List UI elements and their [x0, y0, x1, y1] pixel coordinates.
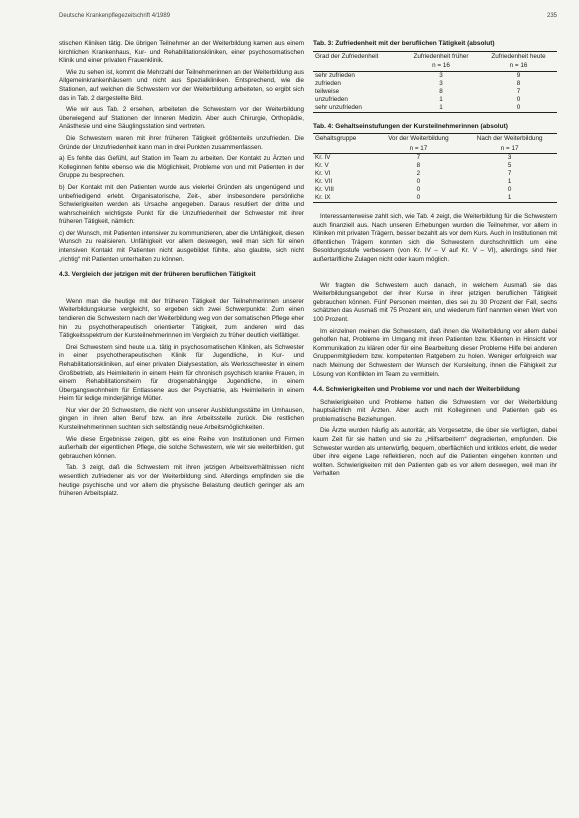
- table-row: [313, 88, 557, 96]
- table-4-col2: Nach der Weiterbildung: [462, 134, 557, 144]
- row-label: teilweise: [315, 87, 340, 95]
- table-4-col2-n: n = 17: [462, 144, 557, 154]
- paragraph: Wie zu sehen ist, kommt die Mehrzahl der Teilnehmerinnen an der Weiterbildung aus Allgemeinkrankenhäusern und nicht aus Spezialkliniken. Entsprechend, wie die Stationen, auf welchen die Schwestern vor der Weiterbildung arbeiteten, so ergibt sich das in Tab. 2 dargestellte Bild.: [59, 68, 304, 102]
- table-4: [313, 133, 557, 203]
- cell-value: 0: [416, 186, 421, 193]
- table-row: [313, 154, 557, 163]
- table-row: [313, 186, 557, 194]
- table-row: [313, 96, 557, 104]
- cell-value: 0: [507, 186, 512, 193]
- cell-value: 1: [462, 194, 557, 203]
- table-3-caption: Tab. 3: Zufriedenheit mit der beruflichen Tätigkeit (absolut): [313, 40, 495, 47]
- cell-value: 3: [507, 154, 512, 161]
- table-3-col1-n: n = 16: [402, 61, 480, 71]
- cell-value: 0: [516, 95, 521, 103]
- table-4-col-label: Gehaltsgruppe: [313, 134, 375, 144]
- section-heading-4-3: 4.3. Vergleich der jetzigen mit der früheren beruflichen Tätigkeit: [59, 271, 256, 279]
- table-row: [313, 178, 557, 186]
- journal-title: Deutsche Krankenpflegezeitschrift 4/1989: [59, 13, 171, 19]
- paragraph: Tab. 3 zeigt, daß die Schwestern mit ihren jetzigen Arbeitsverhältnissen nicht wesentlich zufriedener als vor der Weiterbildung sind. Allerdings empfinden sie die heutige psychische und vor allem die physische Belastung deutlich geringer als am früheren Arbeitsplatz.: [59, 464, 304, 498]
- cell-value: 7: [416, 154, 421, 161]
- cell-value: 8: [516, 79, 521, 87]
- table-row: [313, 80, 557, 88]
- cell-value: 1: [402, 104, 480, 113]
- page-header: [59, 13, 557, 23]
- row-label: Kr. IV: [315, 154, 331, 161]
- table-3: [313, 51, 557, 113]
- row-label: Kr. VII: [315, 178, 333, 185]
- paragraph: Nur vier der 20 Schwestern, die nicht von unserer Ausbildungsstätte im Umhausen, gingen in ihren alten Beruf bzw. an ihre Arbeitsstelle zurück. Die restlichen Kursteilnehmerinnen suchten sich selbständig neue Arbeitsmöglichkeiten.: [59, 406, 304, 432]
- row-label: Kr. V: [315, 162, 329, 169]
- paragraph: Interessanterweise zahlt sich, wie Tab. 4 zeigt, die Weiterbildung für die Schwestern auch finanziell aus. Nach unseren Erhebungen wurden die Teilnehmer, vor allem in Kliniken mit privaten Trägern, besser bezahlt als vor dem Kurs. Auch in Institutionen mit öffentlichen Trägern konnten sich die Schwestern durchschnittlich um eine Besoldungsstufe verbessern (von Kr. IV – V auf Kr. V – VI), allerdings sind hier außertarifliche Zulagen nicht oder kaum möglich.: [313, 213, 557, 263]
- table-row: [313, 194, 557, 203]
- list-point-b: b) Der Kontakt mit den Patienten wurde aus vielerlei Gründen als ungenügend und unbefriedigend erlebt. Organisatorische, Zeit-, aber insbesondere persönliche Schwierigkeiten werden als Ursache angegeben. Daraus resultiert der dritte und wahrscheinlich wichtigste Punkt für die Unzufriedenheit der Schwester mit ihrer früheren Tätigkeit, nämlich:: [59, 183, 304, 226]
- cell-value: 1: [507, 178, 512, 185]
- paragraph: Im einzelnen meinen die Schwestern, daß ihnen die Weiterbildung vor allem dabei geholfen hat, Probleme im Umgang mit ihren Patienten bzw. Klienten in Hinsicht vor Kommunikation zu klären oder für eine Bearbeitung dieser Probleme Hilfe bei anderen Gruppenmitgliedern bzw. kompetenten Ratgebern zu holen. Weniger erfolgreich war nach Meinung der Schwestern der Wunsch der Kursleitung, ihnen die Fähigkeit zur Lösung von Konflikten im Team zu vermitteln.: [313, 327, 557, 378]
- row-label: Kr. VI: [315, 170, 331, 177]
- cell-value: 3: [439, 71, 443, 79]
- cell-value: 3: [439, 79, 443, 87]
- table-row: [313, 162, 557, 170]
- row-label: Kr. IX: [313, 194, 375, 203]
- paragraph: Drei Schwestern sind heute u.a. tätig in psychosomatischen Kliniken, als Schwester in einer psychotherapeutischen Klinik für Jugendliche, in Kur- und Rehabilitationskliniken, auf einer privaten Dialysestation, als Werksschwester in einem Großbetrieb, als Heimleiterin in einem Heim für chronisch psychisch kranke Frauen, in einem Rehabilitationsheim für drogenabhängige Jugendliche, in einem Übergangswohnheim für Entlassene aus der Psychiatrie, als Heimleiterin in einem Heim für ledige minderjährige Mütter.: [59, 343, 304, 403]
- table-4-col1-n: n = 17: [375, 144, 463, 154]
- cell-value: 0: [375, 194, 463, 203]
- page-number: 235: [546, 13, 557, 19]
- row-label: unzufrieden: [315, 95, 348, 103]
- table-3-col-label: Grad der Zufriedenheit: [313, 51, 402, 61]
- cell-value: 2: [416, 170, 421, 177]
- paragraph: Die Ärzte wurden häufig als autoritär, als Vorgesetzte, die über sie verfügten, dabei kaum Zeit für sie hatten und sie zu „Hilfsarbeitern“ degradierten, empfunden. Die Schwester wurden als unterwürfig, bequem, oberflächlich und kritiklos erlebt, die weder über ihre eigene Lage reflektieren, noch auf die Patienten eingehen konnten und wollten. Schwierigkeiten mit den Patienten gab es vor allem deswegen, weil man ihr Verhalten: [313, 427, 557, 478]
- left-column: [59, 40, 304, 502]
- table-4-caption: Tab. 4: Gehaltseinstufungen der Kursteilnehmerinnen (absolut): [313, 122, 508, 130]
- cell-value: 7: [507, 170, 512, 177]
- table-row: [313, 71, 557, 80]
- row-label: zufrieden: [315, 79, 341, 87]
- paragraph: Wir fragten die Schwestern auch danach, in welchem Ausmaß sie das Weiterbildungsangebot der ihrer Kurse in ihrer jetzigen beruflichen Tätigkeit gebrauchen können. Fünf Personen meinten, dies sei zu 30 Prozent der Fall, sechs schätzten das Ausmaß mit 75 Prozent ein, und wiederum fünf nannten einen Wert von 100 Prozent.: [313, 281, 557, 323]
- right-column: [313, 40, 557, 482]
- cell-value: 8: [416, 162, 421, 169]
- list-point-c: c) der Wunsch, mit Patienten intensiver zu kommunizieren, aber die Unfähigkeit, diesen Wunsch zu realisieren. Unfähigkeit vor allem deswegen, weil man sich für einen intensiven Kontakt mit Patienten nicht ausgebildet fühlte, also glaubte, sich nicht „richtig“ mit Patienten unterhalten zu können.: [59, 229, 304, 263]
- table-row: [313, 170, 557, 178]
- paragraph: stischen Kliniken tätig. Die übrigen Teilnehmer an der Weiterbildung kamen aus einem kirchlichen Krankenhaus, Kur- und Rehabilitationskliniken, einer psychosomatischen Klinik und einer privaten Frauenklinik.: [59, 40, 304, 65]
- row-label: sehr unzufrieden: [313, 104, 402, 113]
- section-heading-4-4: 4.4. Schwierigkeiten und Probleme vor und nach der Weiterbildung: [313, 386, 520, 394]
- table-4-col1: Vor der Weiterbildung: [375, 134, 463, 144]
- paragraph: Schwierigkeiten und Probleme hatten die Schwestern vor der Weiterbildung hauptsächlich mit Ärzten. Aber auch mit Kolleginnen und Patienten gab es problematische Beziehungen.: [313, 398, 557, 423]
- row-label: Kr. VIII: [315, 186, 334, 193]
- list-point-a: a) Es fehlte das Gefühl, auf Station im Team zu arbeiten. Der Kontakt zu Ärzten und Kolleginnen fehlte ebenso wie die Möglichkeit, Probleme von und mit Patienten in der Gruppe zu besprechen.: [59, 155, 304, 180]
- paragraph: Wie diese Ergebnisse zeigen, gibt es eine Reihe von Institutionen und Firmen außerhalb der eigentlichen Pflege, die solche Schwestern, wie wir sie weiterbilden, gut gebrauchen können.: [59, 435, 304, 460]
- paragraph: Wenn man die heutige mit der früheren Tätigkeit der Teilnehmerinnen unserer Weiterbildungskurse vergleicht, so ergeben sich zwei Schwerpunkte: Zum einen tendieren die Schwestern nach der Weiterbildung weg von der somatischen Pflege eher hin zu psychotherapeutisch orientierter Tätigkeit, zum anderen wird das Tätigkeitsspektrum der Kursteilnehmerinnen im Vergleich zu früher deutlich vielfältiger.: [59, 297, 304, 340]
- table-row: [313, 104, 557, 113]
- row-label: sehr zufrieden: [315, 71, 355, 79]
- table-3-col2-n: n = 16: [480, 61, 557, 71]
- paragraph: Wie wir aus Tab. 2 ersehen, arbeiteten die Schwestern vor der Weiterbildung überwiegend auf Stationen der Inneren Medizin. Aber auch Chirurgie, Orthopädie, Anästhesie und eine Säuglingsstation sind vertreten.: [59, 106, 304, 131]
- cell-value: 1: [439, 95, 443, 103]
- cell-value: 5: [507, 162, 512, 169]
- table-3-col1: Zufriedenheit früher: [402, 51, 480, 61]
- table-3-col2: Zufriedenheit heute: [480, 51, 557, 61]
- cell-value: 9: [516, 71, 521, 79]
- cell-value: 7: [516, 87, 521, 95]
- cell-value: 8: [439, 87, 443, 95]
- cell-value: 0: [416, 178, 421, 185]
- cell-value: 0: [480, 104, 557, 113]
- paragraph: Die Schwestern waren mit ihrer früheren Tätigkeit größtenteils unzufrieden. Die Gründe der Unzufriedenheit kann man in drei Punkten zusammenfassen.: [59, 134, 304, 151]
